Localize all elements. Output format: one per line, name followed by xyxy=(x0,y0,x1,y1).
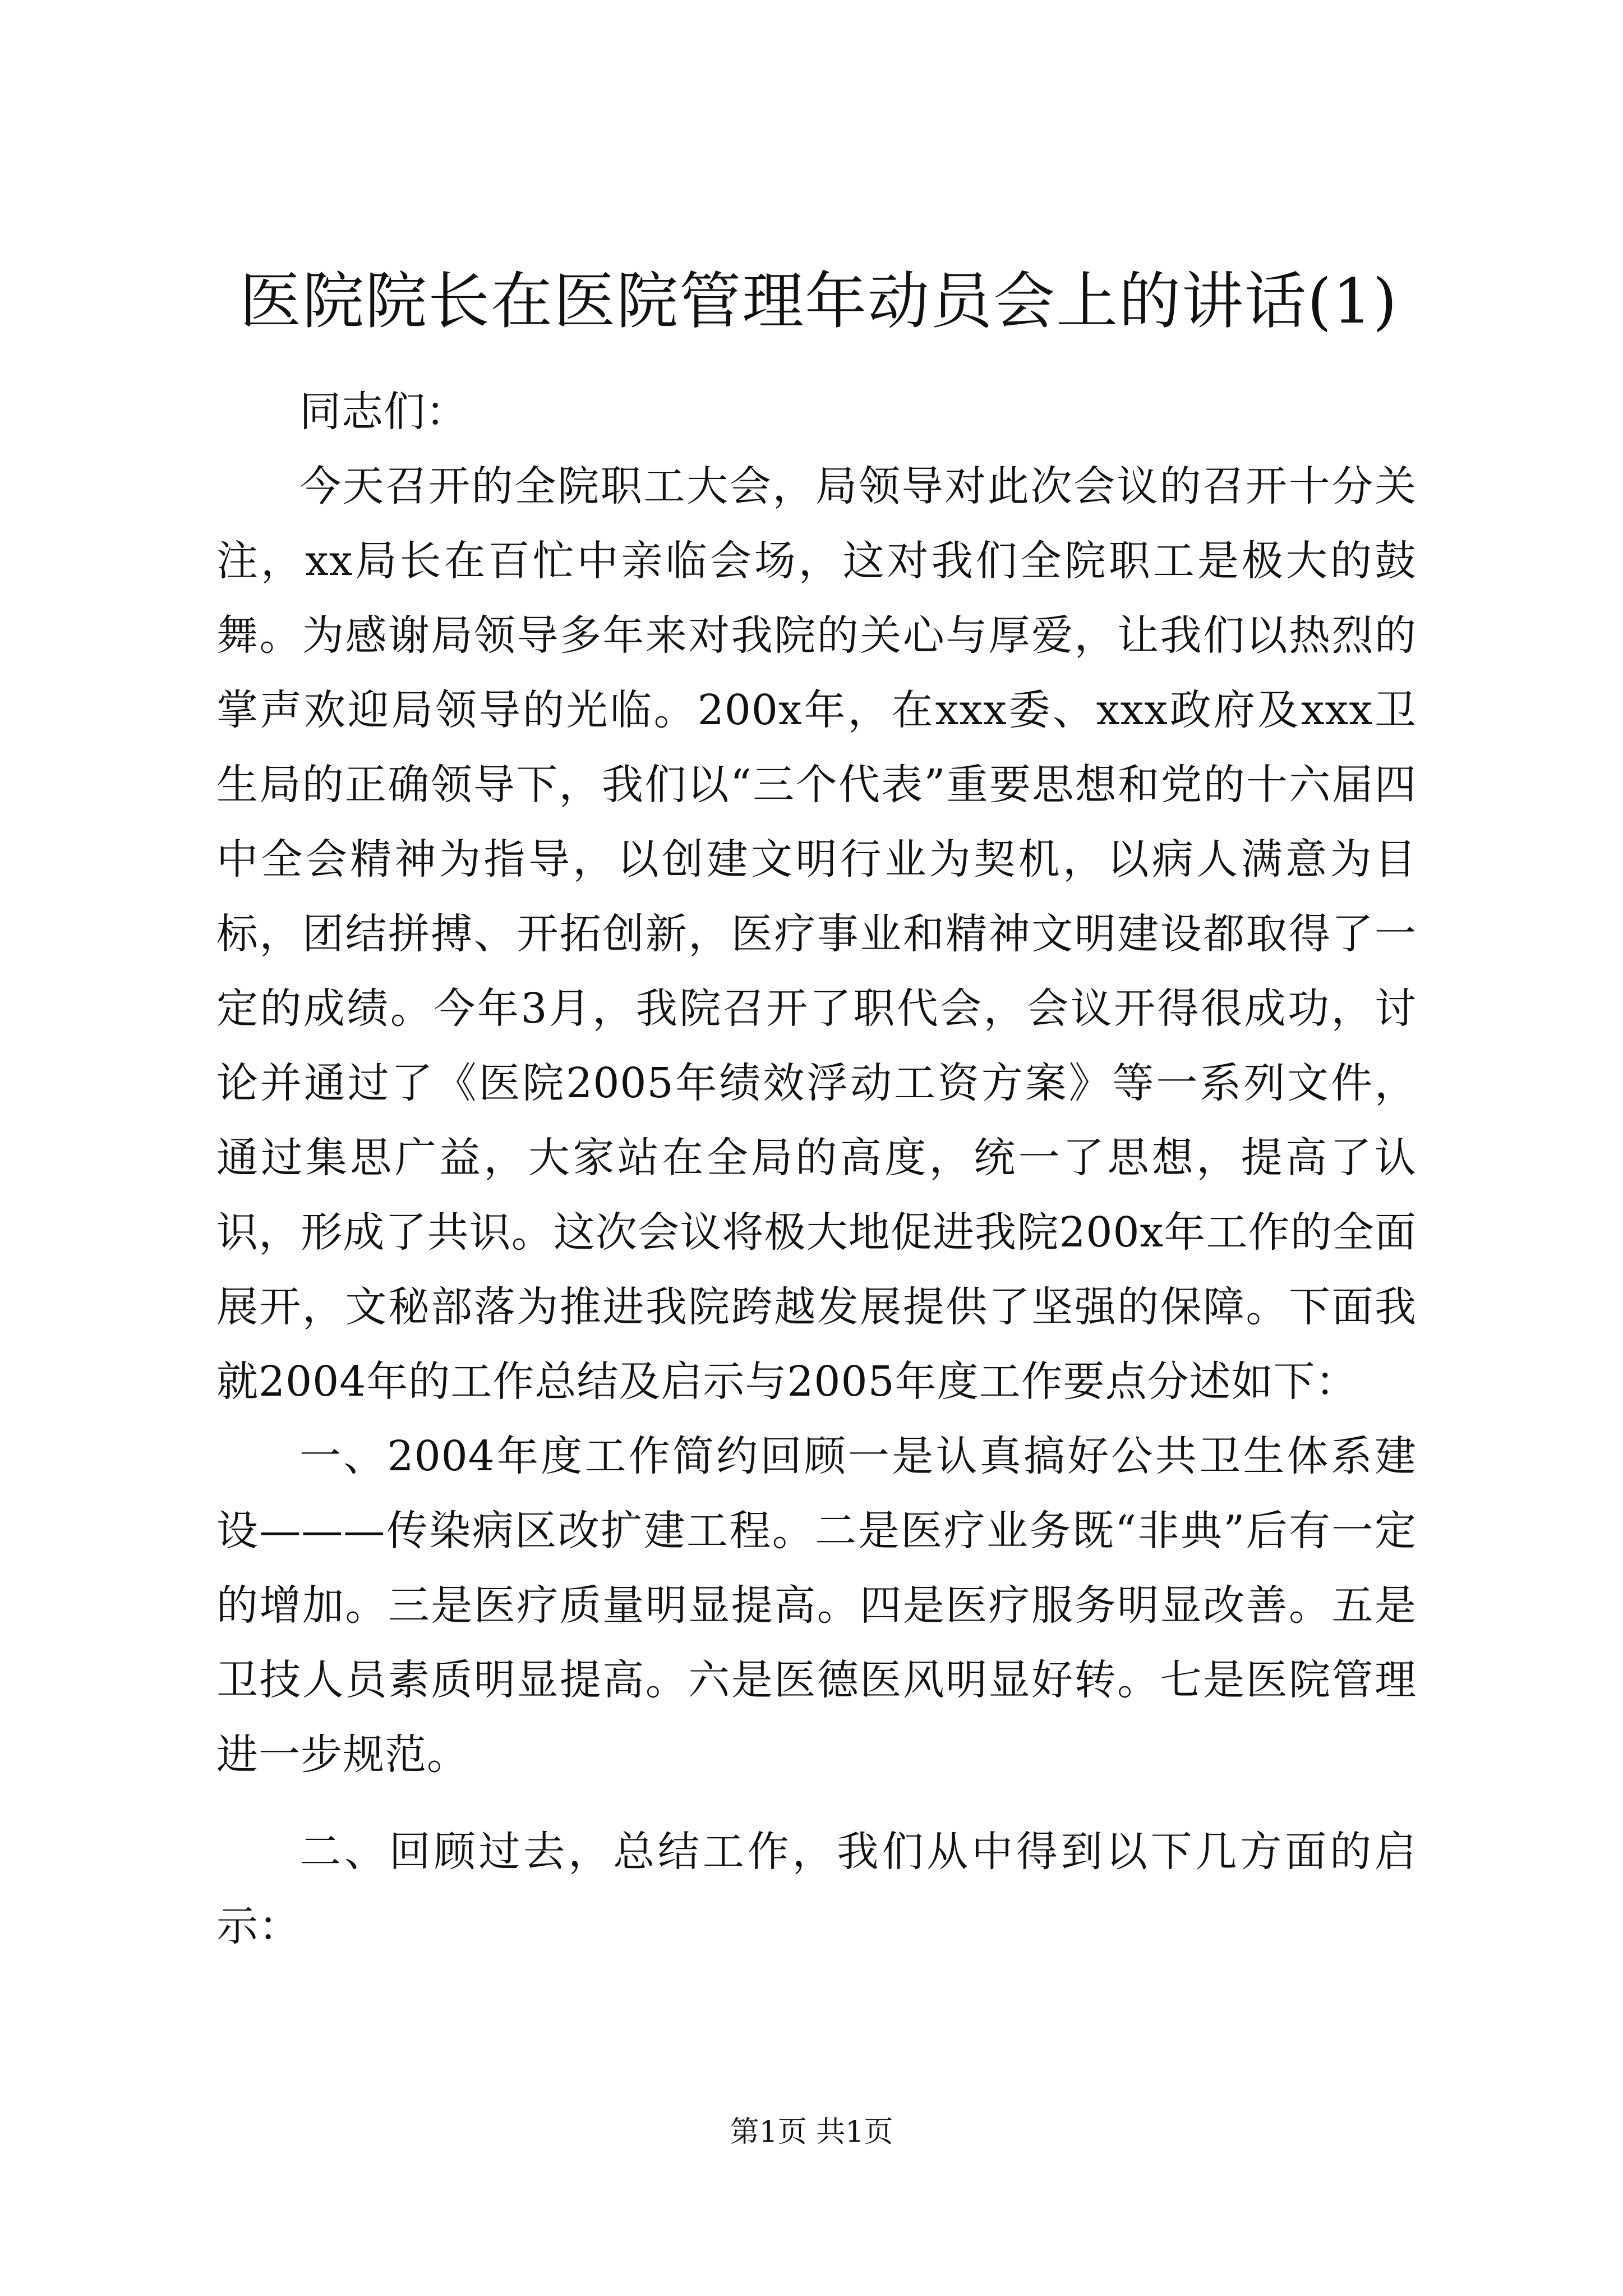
paragraph-intro: 今天召开的全院职工大会，局领导对此次会议的召开十分关注，xx局长在百忙中亲临会场，这对我们全院职工是极大的鼓舞。为感谢局领导多年来对我院的关心与厚爱，让我们以热烈的掌声欢迎局领导的光临。200x年，在xxx委、xxx政府及xxx卫生局的正确领导下，我们以“三个代表”重要思想和党的十六届四中全会精神为指导，以创建文明行业为契机，以病人满意为目标，团结拼搏、开拓创新，医疗事业和精神文明建设都取得了一定的成绩。今年3月，我院召开了职代会，会议开得很成功，讨论并通过了《医院2005年绩效浮动工资方案》等一系列文件，通过集思广益，大家站在全局的高度，统一了思想，提高了认识，形成了共识。这次会议将极大地促进我院200x年工作的全面展开，文秘部落为推进我院跨越发展提供了坚强的保障。下面我就2004年的工作总结及启示与2005年度工作要点分述如下： xyxy=(216,462,1417,1406)
paragraph-insights: 二、回顾过去，总结工作，我们从中得到以下几方面的启示： xyxy=(216,1828,1417,1950)
paragraph-review: 一、2004年度工作简约回顾一是认真搞好公共卫生体系建设———传染病区改扩建工程。二是医疗业务既“非典”后有一定的增加。三是医疗质量明显提高。四是医疗服务明显改善。五是卫技人员素质明显提高。六是医德医风明显好转。七是医院管理进一步规范。 xyxy=(216,1432,1417,1779)
page-footer: 第1页 共1页 xyxy=(730,2115,893,2149)
document-title: 医院院长在医院管理年动员会上的讲话(1) xyxy=(239,265,1398,337)
document-body xyxy=(216,375,1417,1964)
greeting: 同志们： xyxy=(299,388,468,436)
